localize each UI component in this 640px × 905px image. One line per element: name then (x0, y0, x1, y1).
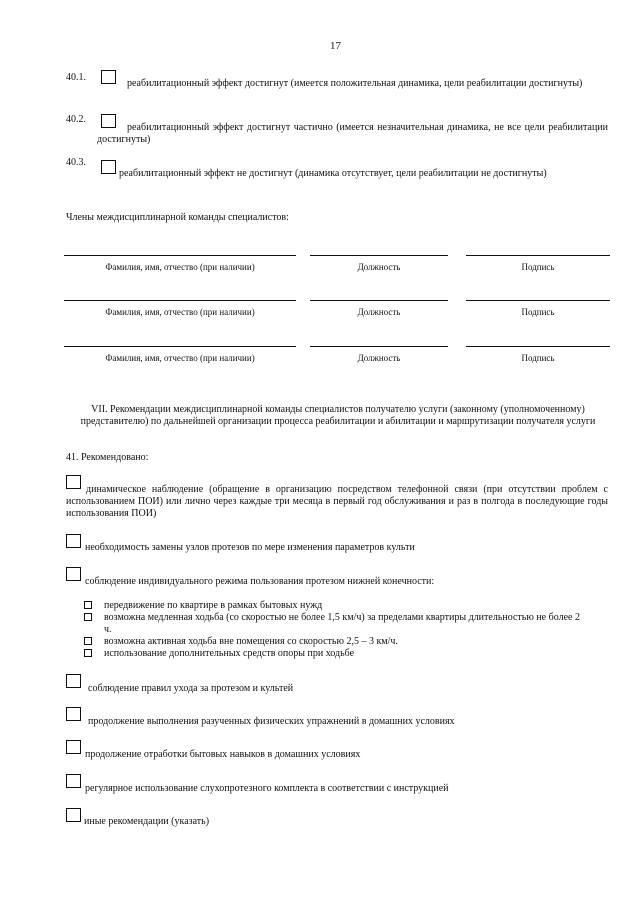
position-line-3[interactable] (310, 346, 448, 347)
item-41-label: 41. Рекомендовано: (66, 452, 149, 463)
name-line-2[interactable] (64, 300, 296, 301)
signature-caption-3: Подпись (521, 353, 555, 363)
rec-7-text: регулярное использование слухопротезного комплекта в соответствии с инструкцией (85, 783, 449, 794)
checkbox-rec-8[interactable] (66, 808, 81, 822)
name-line-1[interactable] (64, 255, 296, 256)
signature-line-1[interactable] (466, 255, 610, 256)
item-40-1-text: реабилитационный эффект достигнут (имеется положительная динамика, цели реабилитации достигнуты) (127, 78, 583, 89)
item-40-3-number: 40.3. (66, 157, 86, 168)
checkbox-rec-4[interactable] (66, 674, 81, 688)
rec-4-text: соблюдение правил ухода за протезом и культей (88, 683, 294, 694)
position-caption-1: Должность (357, 262, 401, 272)
rec-1-text: динамическое наблюдение (обращение в организацию посредством телефонной связи (при отсутствии проблем с использованием ПОИ) или лично через каждые три месяца в первый год обслуживания и раз в полгода в последующие годы использования ПОИ) (66, 484, 608, 519)
signature-caption-2: Подпись (521, 307, 555, 317)
checkbox-40-3[interactable] (101, 160, 116, 174)
item-40-3-text: реабилитационный эффект не достигнут (динамика отсутствует, цели реабилитации не достигнуты) (119, 168, 547, 179)
item-40-2-text: реабилитационный эффект достигнут частично (имеется незначительная динамика, не все цели реабилитации достигнуты) (97, 122, 608, 145)
checkbox-sub-1[interactable] (84, 601, 92, 609)
section-vii-title: VII. Рекомендации междисциплинарной команды специалистов получателю услуги (законному (уполномоченному) представителю) по дальнейшей организации процесса реабилитации и абилитации и маршрутизации получателя услуги (80, 404, 596, 427)
checkbox-rec-2[interactable] (66, 534, 81, 548)
rec-3-text: соблюдение индивидуального режима пользования протезом нижней конечности: (85, 576, 435, 587)
position-caption-3: Должность (357, 353, 401, 363)
signature-caption-1: Подпись (521, 262, 555, 272)
name-caption-3: Фамилия, имя, отчество (при наличии) (105, 353, 255, 363)
checkbox-sub-2[interactable] (84, 613, 92, 621)
name-caption-2: Фамилия, имя, отчество (при наличии) (105, 307, 255, 317)
rec-8-text: иные рекомендации (указать) (84, 816, 210, 827)
sub-1-text: передвижение по квартире в рамках бытовых нужд (104, 600, 323, 611)
position-line-2[interactable] (310, 300, 448, 301)
checkbox-rec-7[interactable] (66, 774, 81, 788)
signature-line-2[interactable] (466, 300, 610, 301)
team-label: Члены междисциплинарной команды специалистов: (66, 212, 289, 223)
rec-5-text: продолжение выполнения разученных физических упражнений в домашних условиях (88, 716, 455, 727)
page-number: 17 (330, 40, 341, 52)
position-caption-2: Должность (357, 307, 401, 317)
checkbox-rec-3[interactable] (66, 567, 81, 581)
rec-2-text: необходимость замены узлов протезов по мере изменения параметров культи (85, 542, 415, 553)
checkbox-rec-5[interactable] (66, 707, 81, 721)
rec-6-text: продолжение отработки бытовых навыков в домашних условиях (85, 749, 361, 760)
position-line-1[interactable] (310, 255, 448, 256)
checkbox-sub-4[interactable] (84, 649, 92, 657)
checkbox-rec-6[interactable] (66, 740, 81, 754)
name-line-3[interactable] (64, 346, 296, 347)
sub-2-text: возможна медленная ходьба (со скоростью не более 1,5 км/ч) за пределами квартиры длительностью не более 2 ч. (104, 612, 580, 635)
item-40-2-number: 40.2. (66, 114, 86, 125)
signature-line-3[interactable] (466, 346, 610, 347)
sub-4-text: использование дополнительных средств опоры при ходьбе (104, 648, 355, 659)
item-40-1-number: 40.1. (66, 72, 86, 83)
name-caption-1: Фамилия, имя, отчество (при наличии) (105, 262, 255, 272)
checkbox-sub-3[interactable] (84, 637, 92, 645)
sub-3-text: возможна активная ходьба вне помещения со скоростью 2,5 – 3 км/ч. (104, 636, 398, 647)
